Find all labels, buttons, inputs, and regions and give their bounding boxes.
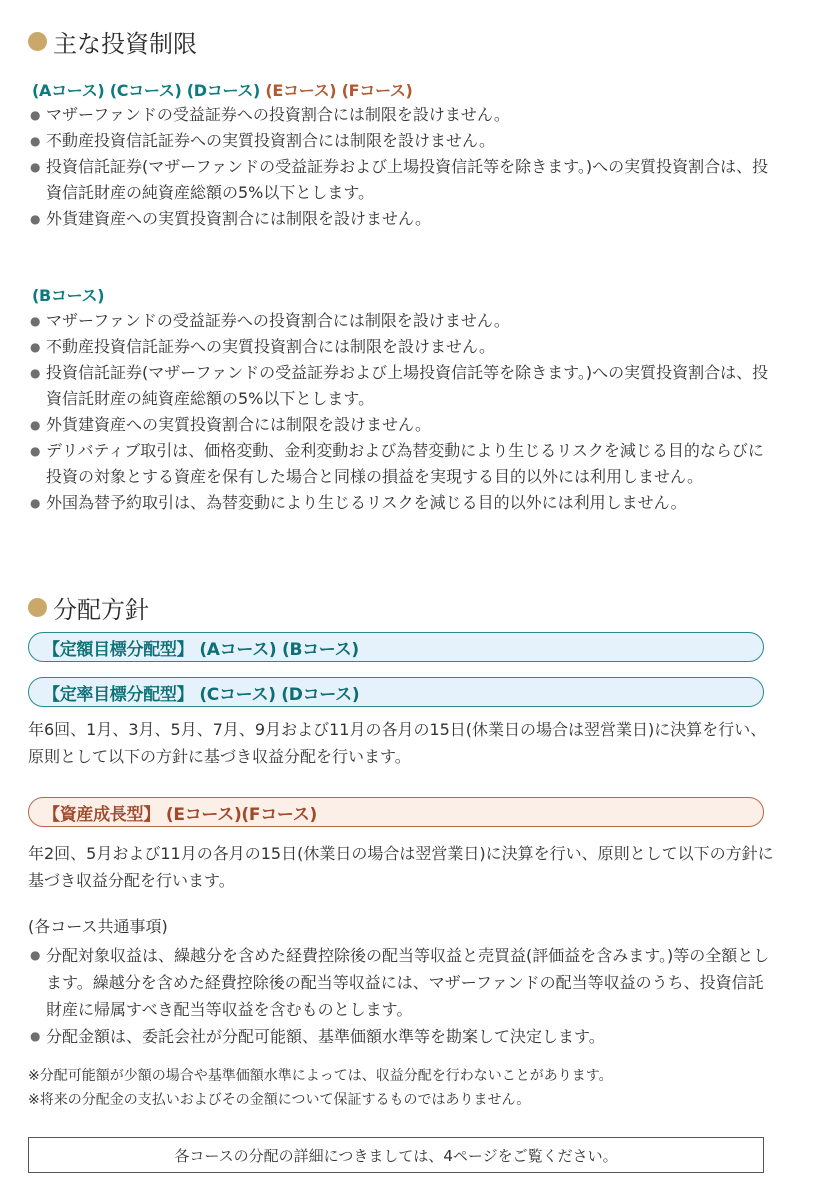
list-item: ● 不動産投資信託証券への実質投資割合には制限を設けません。 [30,334,775,360]
list-item: ● 外貨建資産への実質投資割合には制限を設けません。 [30,412,775,438]
fixed-rate-target-pill [28,677,764,707]
list-item: ● 投資信託証券(マザーファンドの受益証券および上場投資信託等を除きます。)への実質投資割合は、投資信託財産の純資産総額の5%以下とします。 [30,154,775,206]
circle-bullet-icon [28,32,47,51]
pill-courses: (Aコース) (Bコース) [199,639,359,660]
fixed-amount-target-pill [28,632,764,662]
distribution-paragraph-1: 年6回、1月、3月、5月、7月、9月および11月の各月の15日(休業日の場合は翌営業日)に決算を行い、原則として以下の方針に基づき収益分配を行います。 [28,720,767,766]
section-title-text: 主な投資制限 [53,30,197,58]
distribution-paragraph-2: 年2回、5月および11月の各月の15日(休業日の場合は翌営業日)に決算を行い、原則として以下の方針に基づき収益分配を行います。 [28,844,774,890]
pill-label: 【資産成長型】 [43,804,160,825]
group2-limit-list [30,308,775,516]
details-reference-box [28,1137,764,1173]
list-item: ● 投資信託証券(マザーファンドの受益証券および上場投資信託等を除きます。)への実質投資割合は、投資信託財産の純資産総額の5%以下とします。 [30,360,775,412]
course-e-label: (Eコース) [265,81,337,100]
section-title-text: 分配方針 [53,596,149,624]
course-d-label: (Dコース) [186,81,261,100]
list-item: ● 外国為替予約取引は、為替変動により生じるリスクを減じる目的以外には利用しません。 [30,490,775,516]
list-item: ● 分配対象収益は、繰越分を含めた経費控除後の配当等収益と売買益(評価益を含みます。)等の全額とします。繰越分を含めた経費控除後の配当等収益には、マザーファンドの配当等収益のうち、投資信託財産に帰属すべき配当等収益を含むものとします。 [30,942,775,1023]
group1-limit-list [30,102,775,232]
list-item: ● マザーファンドの受益証券への投資割合には制限を設けません。 [30,308,775,334]
pill-courses: (Eコース)(Fコース) [165,804,317,825]
section-distribution-policy-title [28,590,149,625]
note-2: ※将来の分配金の支払いおよびその金額について保証するものではありません。 [28,1092,531,1108]
circle-bullet-icon [28,598,47,617]
common-items-list [30,942,775,1050]
list-item: ● 不動産投資信託証券への実質投資割合には制限を設けません。 [30,128,775,154]
details-reference-text: 各コースの分配の詳細につきましては、4ページをご覧ください。 [174,1146,618,1165]
course-labels-group1 [32,78,413,101]
course-b-label: (Bコース) [32,286,105,305]
course-f-label: (Fコース) [341,81,413,100]
common-items-heading: (各コース共通事項) [28,917,168,936]
list-item: ● デリバティブ取引は、価格変動、金利変動および為替変動により生じるリスクを減じる目的ならびに投資の対象とする資産を保有した場合と同様の損益を実現する目的以外には利用しません。 [30,438,775,490]
section-investment-limits-title [28,24,197,59]
pill-label: 【定率目標分配型】 [43,684,194,705]
course-c-label: (Cコース) [109,81,182,100]
note-1: ※分配可能額が少額の場合や基準価額水準によっては、収益分配を行わないことがあります。 [28,1068,613,1084]
pill-label: 【定額目標分配型】 [43,639,194,660]
list-item: ● 分配金額は、委託会社が分配可能額、基準価額水準等を勘案して決定します。 [30,1023,775,1050]
asset-growth-pill [28,797,764,827]
course-a-label: (Aコース) [32,81,105,100]
list-item: ● マザーファンドの受益証券への投資割合には制限を設けません。 [30,102,775,128]
list-item: ● 外貨建資産への実質投資割合には制限を設けません。 [30,206,775,232]
pill-courses: (Cコース) (Dコース) [199,684,360,705]
